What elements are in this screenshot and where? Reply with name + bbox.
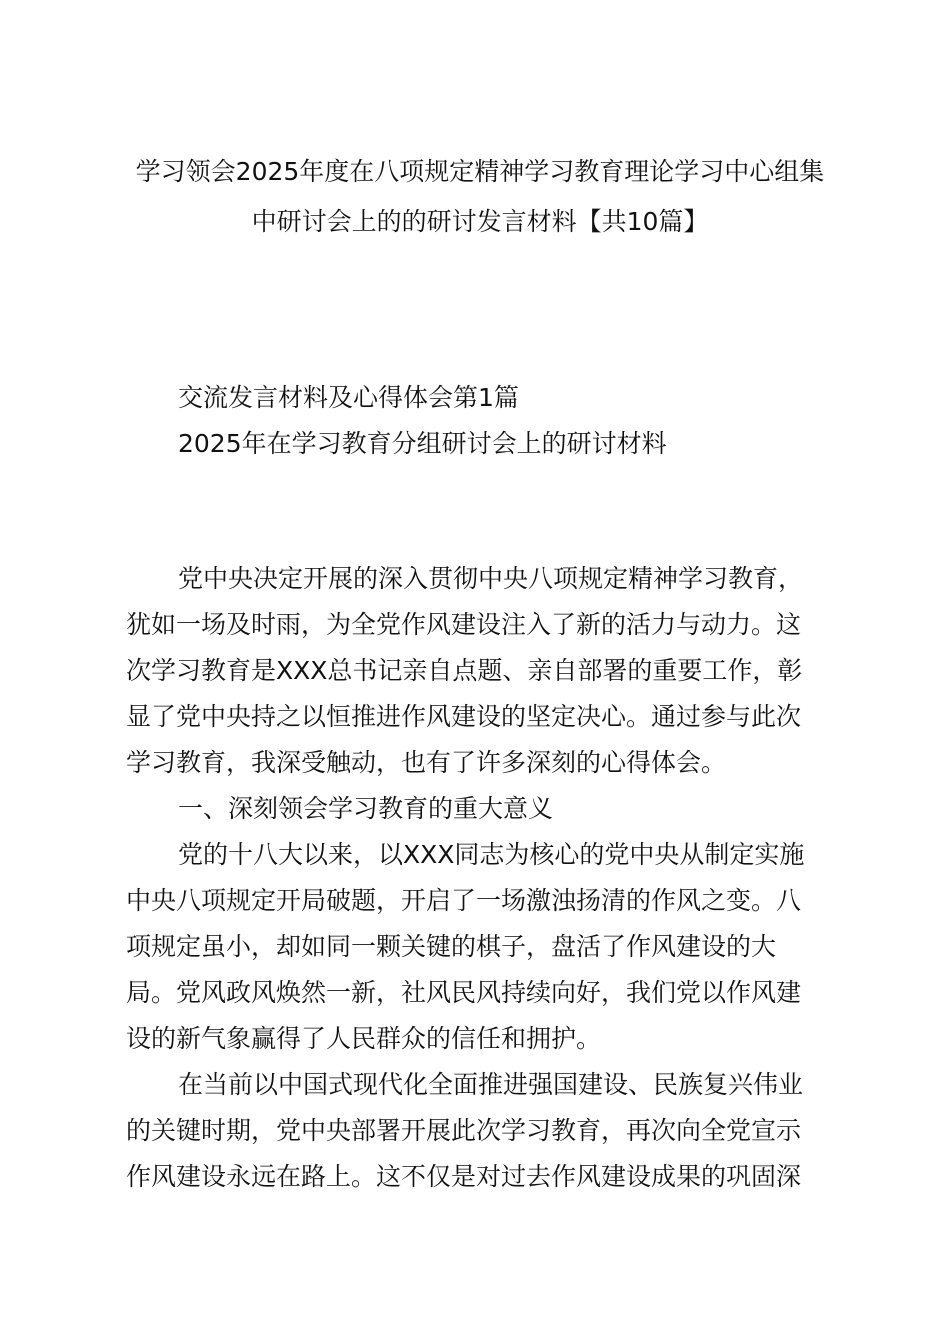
paragraph-line: 的关键时期，党中央部署开展此次学习教育，再次向全党宣示 [126,1116,802,1145]
paragraph-line: 党的十八大以来，以XXX同志为核心的党中央从制定实施 [178,840,805,869]
section-label: 交流发言材料及心得体会第1篇 [178,383,519,412]
section-heading-1: 一、深刻领会学习教育的重大意义 [178,794,554,823]
paragraph-line: 犹如一场及时雨，为全党作风建设注入了新的活力与动力。这 [126,610,802,639]
paragraph-3 [126,1062,836,1200]
paragraph-line: 设的新气象赢得了人民群众的信任和拥护。 [126,1024,602,1053]
paragraph-line: 在当前以中国式现代化全面推进强国建设、民族复兴伟业 [178,1070,804,1099]
paragraph-line: 作风建设永远在路上。这不仅是对过去作风建设成果的巩固深 [126,1162,802,1191]
paragraph-line: 学习教育，我深受触动，也有了许多深刻的心得体会。 [126,748,727,777]
document-title-line-2: 中研讨会上的的研讨发言材料【共10篇】 [251,207,709,236]
paragraph-line: 项规定虽小，却如同一颗关键的棋子，盘活了作风建设的大 [126,932,777,961]
paragraph-line: 中央八项规定开局破题，开启了一场激浊扬清的作风之变。八 [126,886,802,915]
paragraph-line: 党中央决定开展的深入贯彻中央八项规定精神学习教育， [178,564,804,593]
paragraph-2 [126,832,836,1062]
paragraph-line: 局。党风政风焕然一新，社风民风持续向好，我们党以作风建 [126,978,802,1007]
paragraph-line: 显了党中央持之以恒推进作风建设的坚定决心。通过参与此次 [126,702,802,731]
paragraph-1 [126,556,836,832]
paragraph-line: 次学习教育是XXX总书记亲自点题、亲自部署的重要工作，彰 [126,656,803,685]
article-title: 2025年在学习教育分组研讨会上的研讨材料 [178,429,667,458]
document-title-line-1: 学习领会2025年度在八项规定精神学习教育理论学习中心组集 [135,157,825,186]
